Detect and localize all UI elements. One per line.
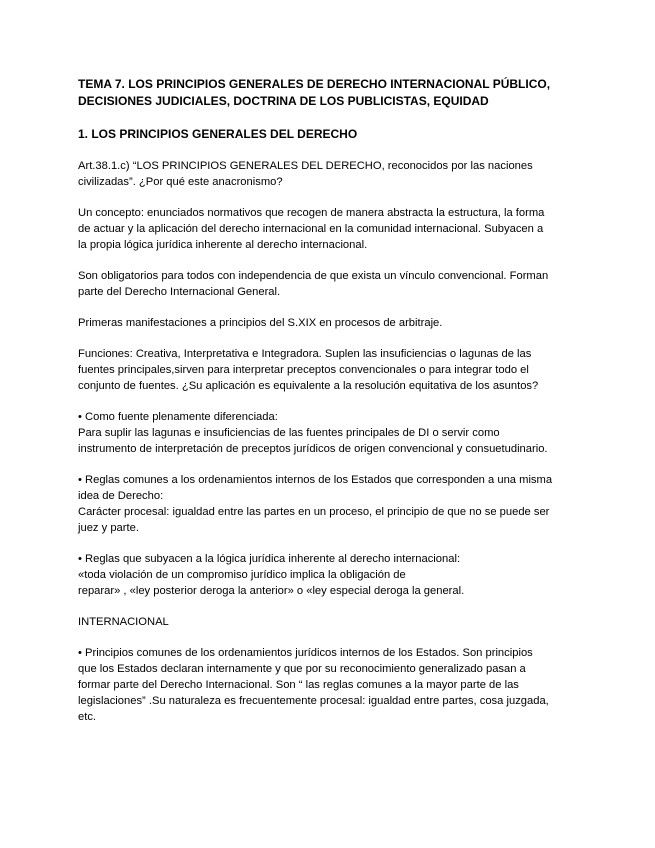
paragraph-bullet-common-rules — [78, 472, 578, 536]
text-line: conjunto de fuentes. ¿Su aplicación es equivalente a la resolución equitativa de los asuntos? — [78, 380, 539, 392]
text-line: Son obligatorios para todos con independencia de que exista un vínculo convencional. Forman — [78, 270, 549, 282]
text-line: juez y parte. — [78, 522, 139, 534]
title-line: TEMA 7. LOS PRINCIPIOS GENERALES DE DERECHO INTERNACIONAL PÚBLICO, — [78, 77, 551, 91]
paragraph-bullet-logic-rules — [78, 551, 578, 599]
text-line: fuentes principales,sirven para interpretar preceptos convencionales o para integrar todo el — [78, 364, 529, 376]
text-line: «toda violación de un compromiso jurídico implica la obligación de — [78, 569, 406, 581]
bullet-line: • Reglas que subyacen a la lógica jurídica inherente al derecho internacional: — [78, 553, 461, 565]
paragraph-bullet-source — [78, 409, 578, 457]
text-line: idea de Derecho: — [78, 490, 164, 502]
text-line: Art.38.1.c) “LOS PRINCIPIOS GENERALES DEL DERECHO, reconocidos por las naciones — [78, 160, 533, 172]
paragraph-obligatory — [78, 268, 578, 300]
text-line: de actuar y la aplicación del derecho internacional en la comunidad internacional. Subyacen a — [78, 223, 544, 235]
text-line: que los Estados declaran internamente y que por su reconocimiento generalizado pasan a — [78, 663, 526, 675]
text-line: formar parte del Derecho Internacional. Son “ las reglas comunes a la mayor parte de las — [78, 679, 519, 691]
text-line: Primeras manifestaciones a principios del S.XIX en procesos de arbitraje. — [78, 317, 443, 329]
text-line: instrumento de interpretación de preceptos jurídicos de origen convencional y consuetudinario. — [78, 443, 548, 455]
text-line: Carácter procesal: igualdad entre las partes en un proceso, el principio de que no se puede ser — [78, 506, 550, 518]
text-line: la propia lógica jurídica inherente al derecho internacional. — [78, 239, 368, 251]
paragraph-first-manifestations — [78, 315, 578, 331]
text-line: parte del Derecho Internacional General. — [78, 286, 281, 298]
paragraph-concept — [78, 205, 578, 253]
text-line: civilizadas”. ¿Por qué este anacronismo? — [78, 176, 283, 188]
text-line: Funciones: Creativa, Interpretativa e Integradora. Suplen las insuficiencias o lagunas de las — [78, 348, 532, 360]
text-line: reparar» , «ley posterior deroga la anterior» o «ley especial deroga la general. — [78, 585, 465, 597]
document-title — [78, 76, 578, 110]
paragraph-internacional — [78, 614, 578, 630]
paragraph-article-38 — [78, 158, 578, 190]
text-line: INTERNACIONAL — [78, 616, 169, 628]
text-line: etc. — [78, 711, 97, 723]
text-line: Un concepto: enunciados normativos que recogen de manera abstracta la estructura, la forma — [78, 207, 545, 219]
text-line: Para suplir las lagunas e insuficiencias de las fuentes principales de DI o servir como — [78, 427, 500, 439]
paragraph-bullet-common-principles — [78, 645, 578, 725]
bullet-line: • Reglas comunes a los ordenamientos internos de los Estados que corresponden a una misma — [78, 474, 553, 486]
title-line: DECISIONES JUDICIALES, DOCTRINA DE LOS PUBLICISTAS, EQUIDAD — [78, 94, 489, 108]
bullet-line: • Como fuente plenamente diferenciada: — [78, 411, 278, 423]
document-page — [78, 76, 578, 725]
bullet-line: • Principios comunes de los ordenamientos jurídicos internos de los Estados. Son principios — [78, 647, 533, 659]
text-line: legislaciones” .Su naturaleza es frecuentemente procesal: igualdad entre partes, cosa juzgada, — [78, 695, 549, 707]
section-heading: 1. LOS PRINCIPIOS GENERALES DEL DERECHO — [78, 127, 358, 141]
paragraph-functions — [78, 346, 578, 394]
